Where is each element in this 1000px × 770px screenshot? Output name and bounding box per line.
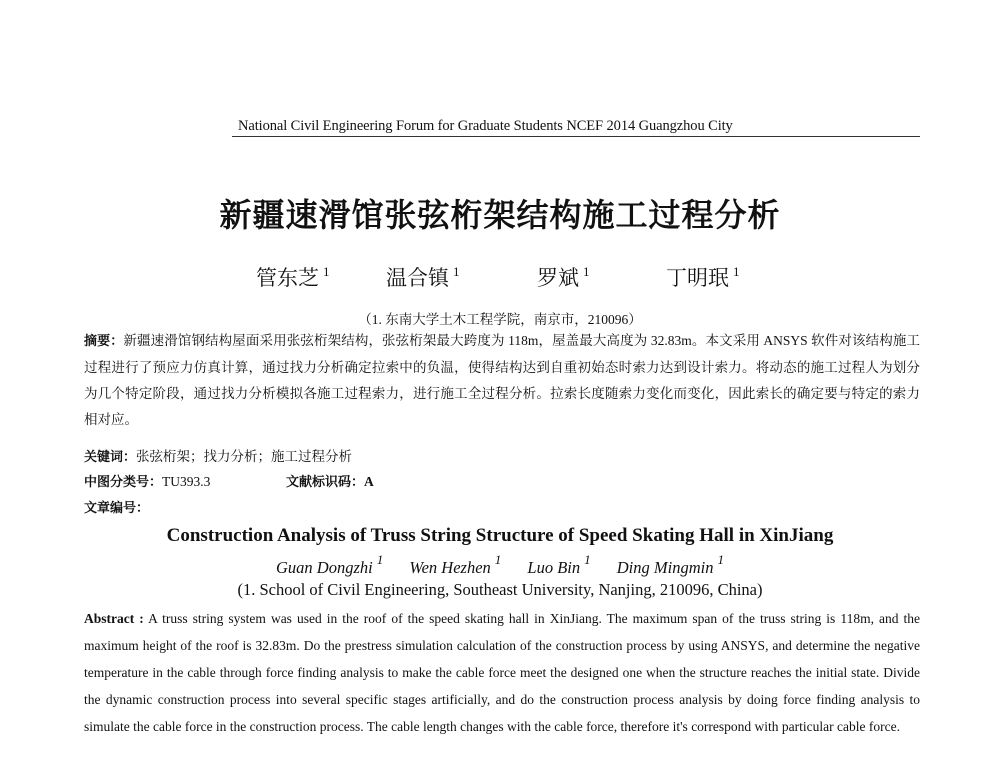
abstract-cn-label: 摘要： — [84, 334, 124, 349]
author-en-4: Ding Mingmin $^1$ — [616, 552, 724, 577]
author-en-2: Wen Hezhen $^1$ — [409, 552, 502, 577]
header-rule — [232, 136, 920, 137]
abstract-en-label: Abstract : — [84, 611, 144, 626]
paper-title-en: Construction Analysis of Truss String Structure of Speed Skating Hall in XinJiang — [166, 525, 834, 546]
doc-code-line: 文献标识码：A — [286, 474, 374, 490]
author-en-1: Guan Dongzhi $^1$ — [276, 552, 384, 577]
abstract-en — [84, 605, 920, 740]
abstract-cn-text: 新疆速滑馆钢结构屋面采用张弦桁架结构，张弦桁架最大跨度为 118m，屋盖最大高度为 32.83m。本文采用 ANSYS 软件对该结构施工过程进行了预应力仿真计算，通过找力分析确定拉索中的负温，使得结构达到自重初始态时索力达到设计索力。将动态的施工过程人为划分为几个特定阶段，通过找力分析模拟各施工过程索力，进行施工全过程分析。拉索长度随索力变化而变化，因此索长的确定要与特定的索力相对应。 — [84, 333, 920, 427]
author-cn-2: 温合镇 $^1$ — [386, 264, 460, 290]
classification-line: 中图分类号：TU393.3 — [84, 474, 211, 490]
running-header: National Civil Engineering Forum for Graduate Students NCEF 2014 Guangzhou City — [238, 118, 733, 134]
paper-title-cn: 新疆速滑馆张弦桁架结构施工过程分析 — [219, 196, 781, 234]
abstract-en-text: A truss string system was used in the roof of the speed skating hall in XinJiang. The maximum span of the truss string is 118m, and the maximum height of the roof is 32.83m. Do the prestress simulation calculation of the construction process by using ANSYS, and determine the negative temperature in the cable through force finding analysis to make the cable force meet the designed one when the structure reaches the initial state. Divide the dynamic construction process into several specific stages artificially, and do the construction process analysis by doing force finding analysis to simulate the cable force in the construction process. The cable length changes with the cable force, therefore it's correspond with particular cable force. — [84, 611, 920, 734]
abstract-cn — [84, 328, 920, 433]
affiliation-en: (1. School of Civil Engineering, Southeast University, Nanjing, 210096, China) — [237, 580, 763, 599]
author-en-3: Luo Bin $^1$ — [527, 552, 591, 577]
author-cn-1: 管东芝 $^1$ — [256, 264, 330, 290]
authors-en — [0, 552, 1000, 578]
affiliation-cn: （1. 东南大学土木工程学院，南京市，210096） — [358, 312, 642, 327]
author-cn-3: 罗斌 $^1$ — [537, 264, 590, 290]
article-number: 文章编号： — [84, 501, 150, 516]
author-cn-4: 丁明珉 $^1$ — [666, 264, 740, 290]
keywords-cn: 关键词：张弦桁架；找力分析；施工过程分析 — [84, 449, 353, 465]
